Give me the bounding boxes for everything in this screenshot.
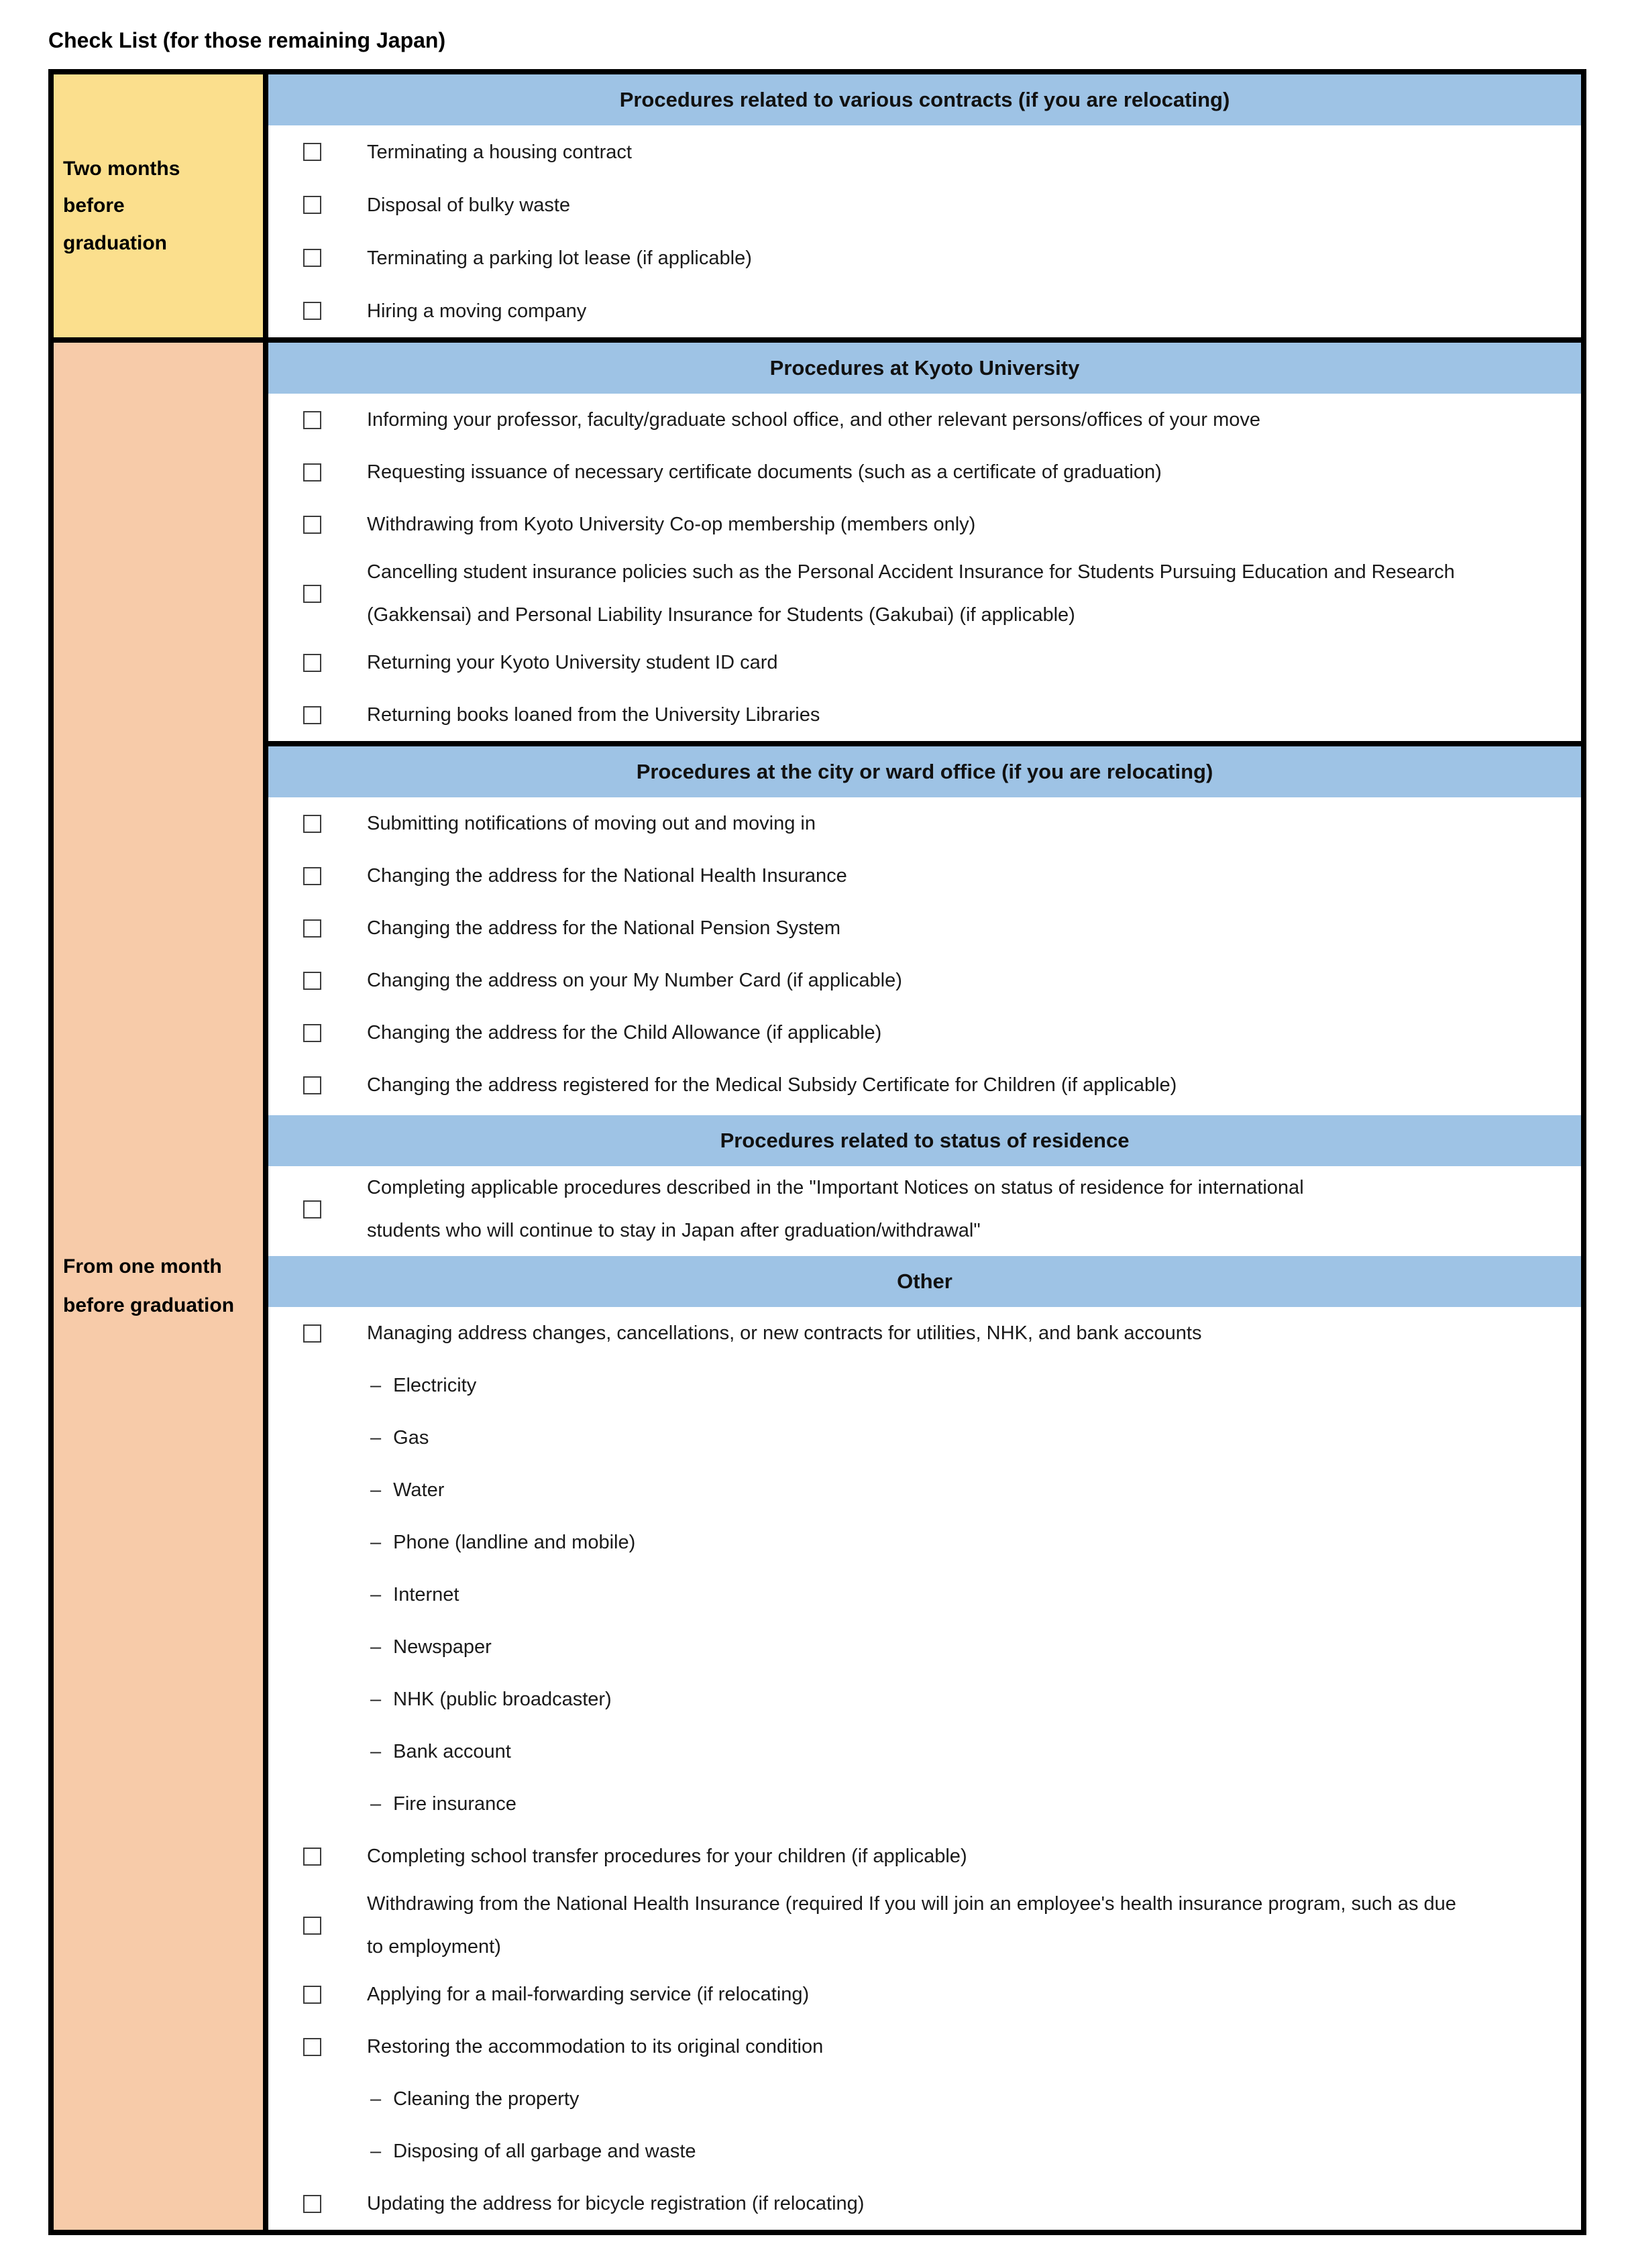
checkbox[interactable] xyxy=(303,463,321,481)
item-text xyxy=(367,1166,1304,1252)
checklist-item-row xyxy=(268,284,1581,337)
checkbox[interactable] xyxy=(303,249,321,267)
item-text: Applying for a mail-forwarding service (if relocating) xyxy=(367,1984,810,2005)
period-cell-one-month xyxy=(54,343,268,2230)
checklist-item-row xyxy=(268,1307,1581,1359)
sub-item-row xyxy=(268,1464,1581,1516)
checkbox[interactable] xyxy=(303,1986,321,2004)
checkbox[interactable] xyxy=(303,516,321,534)
checkbox[interactable] xyxy=(303,815,321,833)
checkbox[interactable] xyxy=(303,411,321,429)
section-header-other: Other xyxy=(268,1256,1581,1307)
checkbox[interactable] xyxy=(303,1917,321,1935)
item-text: Changing the address for the National Pension System xyxy=(367,917,841,939)
item-text: Returning books loaned from the University Libraries xyxy=(367,704,820,726)
sub-item-row xyxy=(268,2125,1581,2177)
checkbox[interactable] xyxy=(303,1848,321,1866)
checklist-item-row xyxy=(268,2177,1581,2230)
dash-icon: – xyxy=(370,1689,382,1710)
checklist-item-row xyxy=(268,1166,1581,1252)
checkbox[interactable] xyxy=(303,972,321,990)
item-text: Restoring the accommodation to its original condition xyxy=(367,2036,824,2057)
checklist-item-row xyxy=(268,636,1581,689)
checklist-item-row xyxy=(268,1830,1581,1882)
group-one-month xyxy=(54,337,1581,2230)
checklist-item-row xyxy=(268,178,1581,231)
section-header-city-ward-office: Procedures at the city or ward office (if you are relocating) xyxy=(268,746,1581,797)
item-text: Updating the address for bicycle registration (if relocating) xyxy=(367,2193,865,2214)
checkbox[interactable] xyxy=(303,585,321,603)
section-header-kyoto-university: Procedures at Kyoto University xyxy=(268,343,1581,394)
checklist-item-row xyxy=(268,1882,1581,1968)
item-text: Hiring a moving company xyxy=(367,300,587,322)
sub-item-text: Newspaper xyxy=(393,1636,492,1658)
checklist-item-row xyxy=(268,1059,1581,1111)
checkbox[interactable] xyxy=(303,196,321,214)
section-header-status-of-residence: Procedures related to status of residence xyxy=(268,1115,1581,1166)
item-text-line: Completing applicable procedures described in the "Important Notices on status of residence for international xyxy=(367,1177,1304,1198)
sub-item-row xyxy=(268,1673,1581,1725)
checkbox[interactable] xyxy=(303,302,321,320)
checkbox[interactable] xyxy=(303,654,321,672)
checkbox[interactable] xyxy=(303,919,321,938)
item-text: Informing your professor, faculty/graduate school office, and other relevant persons/offices of your move xyxy=(367,409,1261,431)
sub-item-row xyxy=(268,1516,1581,1569)
checkbox[interactable] xyxy=(303,2195,321,2213)
checklist-item-row xyxy=(268,498,1581,551)
checklist-item-row xyxy=(268,797,1581,850)
checklist-item-row xyxy=(268,231,1581,284)
item-text: Terminating a parking lot lease (if applicable) xyxy=(367,247,752,269)
page-title: Check List (for those remaining Japan) xyxy=(48,28,446,52)
section-header-contracts: Procedures related to various contracts (if you are relocating) xyxy=(268,74,1581,125)
sub-item-row xyxy=(268,1725,1581,1778)
dash-icon: – xyxy=(370,1636,382,1658)
sub-item-text: Bank account xyxy=(393,1741,511,1762)
item-text-line: (Gakkensai) and Personal Liability Insurance for Students (Gakubai) (if applicable) xyxy=(367,604,1075,626)
checkbox[interactable] xyxy=(303,1324,321,1343)
item-text: Changing the address for the Child Allowance (if applicable) xyxy=(367,1022,882,1043)
checklist-item-row xyxy=(268,394,1581,446)
group-content xyxy=(268,74,1581,337)
dash-icon: – xyxy=(370,1584,382,1605)
item-text: Changing the address on your My Number Card (if applicable) xyxy=(367,970,902,991)
checkbox[interactable] xyxy=(303,2038,321,2056)
item-text-line: students who will continue to stay in Japan after graduation/withdrawal" xyxy=(367,1220,981,1241)
item-text-line: Cancelling student insurance policies such as the Personal Accident Insurance for Students Pursuing Education and Research xyxy=(367,561,1455,583)
item-text: Terminating a housing contract xyxy=(367,141,632,163)
checklist-item-row xyxy=(268,551,1581,636)
checkbox[interactable] xyxy=(303,706,321,724)
period-label: From one month before graduation xyxy=(63,1255,235,1316)
sub-item-text: Gas xyxy=(393,1427,429,1449)
section-separator xyxy=(268,741,1581,746)
sub-item-text: Disposing of all garbage and waste xyxy=(393,2141,696,2162)
item-text: Submitting notifications of moving out and moving in xyxy=(367,813,816,834)
item-text: Changing the address for the National Health Insurance xyxy=(367,865,847,887)
checklist-table xyxy=(48,69,1586,2235)
sub-item-text: Cleaning the property xyxy=(393,2088,580,2110)
checkbox[interactable] xyxy=(303,143,321,161)
item-text: Managing address changes, cancellations, or new contracts for utilities, NHK, and bank accounts xyxy=(367,1322,1202,1344)
item-text xyxy=(367,1882,1456,1968)
sub-item-text: Water xyxy=(393,1479,445,1501)
dash-icon: – xyxy=(370,1427,382,1449)
dash-icon: – xyxy=(370,2141,382,2162)
checkbox[interactable] xyxy=(303,1200,321,1218)
dash-icon: – xyxy=(370,2088,382,2110)
dash-icon: – xyxy=(370,1479,382,1501)
checklist-item-row xyxy=(268,689,1581,741)
period-cell-two-months xyxy=(54,74,268,337)
checkbox[interactable] xyxy=(303,1024,321,1042)
checklist-item-row xyxy=(268,125,1581,178)
checklist-item-row xyxy=(268,446,1581,498)
item-text: Withdrawing from Kyoto University Co-op membership (members only) xyxy=(367,514,976,535)
sub-item-text: NHK (public broadcaster) xyxy=(393,1689,612,1710)
dash-icon: – xyxy=(370,1793,382,1815)
dash-icon: – xyxy=(370,1532,382,1553)
item-text: Changing the address registered for the Medical Subsidy Certificate for Children (if applicable) xyxy=(367,1074,1177,1096)
sub-item-row xyxy=(268,1621,1581,1673)
checkbox[interactable] xyxy=(303,1076,321,1094)
checklist-item-row xyxy=(268,2021,1581,2073)
checkbox[interactable] xyxy=(303,867,321,885)
sub-item-row xyxy=(268,1778,1581,1830)
group-content xyxy=(268,343,1581,2230)
dash-icon: – xyxy=(370,1375,382,1396)
checklist-item-row xyxy=(268,850,1581,902)
item-text xyxy=(367,551,1455,636)
sub-item-text: Fire insurance xyxy=(393,1793,516,1815)
checklist-item-row xyxy=(268,1007,1581,1059)
sub-item-text: Electricity xyxy=(393,1375,477,1396)
item-text-line: to employment) xyxy=(367,1936,501,1958)
sub-item-text: Phone (landline and mobile) xyxy=(393,1532,636,1553)
sub-item-row xyxy=(268,1359,1581,1412)
period-label: Two months before graduation xyxy=(63,157,180,254)
dash-icon: – xyxy=(370,1741,382,1762)
sub-item-text: Internet xyxy=(393,1584,459,1605)
checklist-item-row xyxy=(268,1968,1581,2021)
group-two-months xyxy=(54,74,1581,337)
sub-item-row xyxy=(268,1412,1581,1464)
sub-item-row xyxy=(268,2073,1581,2125)
checklist-item-row xyxy=(268,902,1581,954)
item-text: Returning your Kyoto University student ID card xyxy=(367,652,778,673)
item-text: Requesting issuance of necessary certificate documents (such as a certificate of graduation) xyxy=(367,461,1162,483)
sub-item-row xyxy=(268,1569,1581,1621)
item-text-line: Withdrawing from the National Health Insurance (required If you will join an employee's health insurance program, such as due xyxy=(367,1893,1456,1915)
item-text: Disposal of bulky waste xyxy=(367,194,571,216)
checklist-item-row xyxy=(268,954,1581,1007)
item-text: Completing school transfer procedures for your children (if applicable) xyxy=(367,1846,967,1867)
